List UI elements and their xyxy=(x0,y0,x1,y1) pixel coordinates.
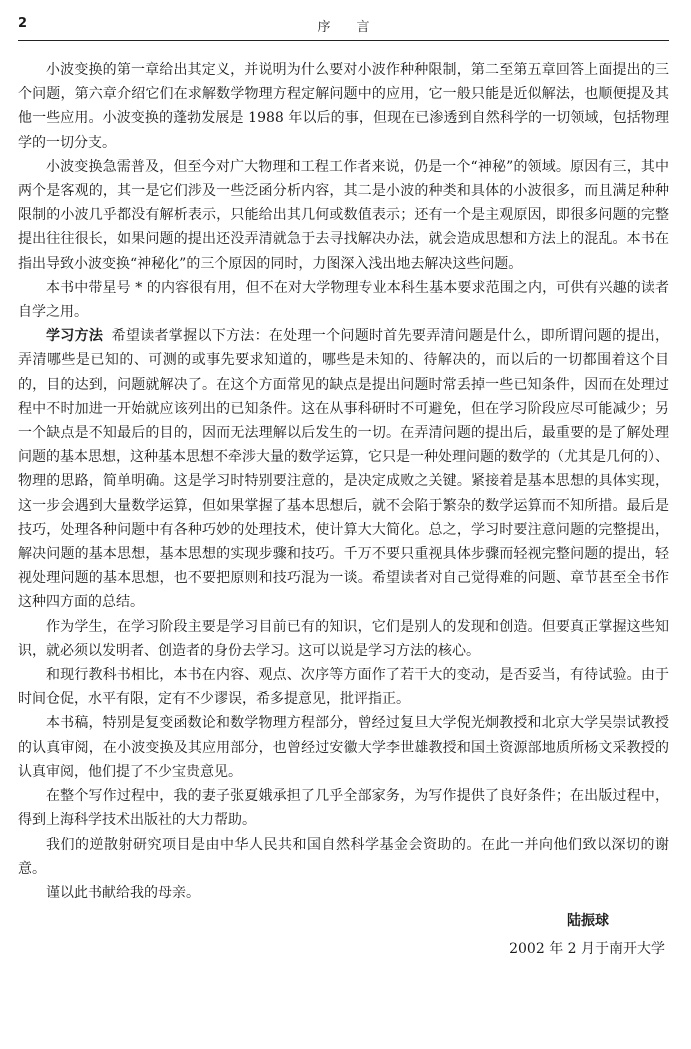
running-title: 序言 xyxy=(317,20,396,35)
signature-date: 2002 年 2 月于南开大学 xyxy=(509,941,665,958)
author-signature: 陆振球 xyxy=(567,913,609,930)
paragraph: 在整个写作过程中，我的妻子张夏娥承担了几乎全部家务，为写作提供了良好条件；在出版过程中，得到上海科学技术出版社的大力帮助。 xyxy=(18,788,669,829)
paragraph: 作为学生，在学习阶段主要是学习目前已有的知识，它们是别人的发现和创造。但要真正掌握这些知识，就必须以发明者、创造者的身份去学习。这可以说是学习方法的核心。 xyxy=(18,618,669,659)
paragraph: 本书稿，特别是复变函数论和数学物理方程部分，曾经过复旦大学倪光炯教授和北京大学吴崇试教授的认真审阅，在小波变换及其应用部分，也曾经过安徽大学李世雄教授和国土资源部地质所杨文采教授的认真审阅，他们提了不少宝贵意见。 xyxy=(18,715,669,780)
paragraph: 我们的逆散射研究项目是由中华人民共和国自然科学基金会资助的。在此一并向他们致以深切的谢意。 xyxy=(18,836,669,877)
paragraph-learning-method: 学习方法 希望读者掌握以下方法：在处理一个问题时首先要弄清问题是什么，即所谓问题的提出，弄清哪些是已知的、可测的或事先要求知道的，哪些是未知的、待解决的，而以后的一切都围着这个目的，目的达到，问题就解决了。在这个方面常见的缺点是提出问题时常丢掉一些已知条件，因而在处理过程中不时加进一开始就应该列出的已知条件。这在从事科研时不可避免，但在学习阶段应尽可能减少；另一个缺点是不知最后的目的，因而无法理解以后发生的一切。在弄清问题的提出后，最重要的是了解处理问题的基本思想，这种基本思想不牵涉大量的数学运算，它只是一种处理问题的数学的（尤其是几何的）、物理的思路，简单明确。这是学习时特别要注意的，是决定成败之关键。紧接着是基本思想的具体实现，这一步会遇到大量数学运算，但如果掌握了基本思想后，就不会陷于繁杂的数学运算而不知所措。最后是技巧，处理各种问题中有各种巧妙的处理技术，使计算大大简化。总之，学习时要注意问题的完整提出，解决问题的基本思想，基本思想的实现步骤和技巧。千万不要只重视具体步骤而轻视完整问题的提出，轻视处理问题的基本思想，也不要把原则和技巧混为一谈。希望读者对自己觉得难的问题、章节甚至全书作这种四方面的总结。 xyxy=(18,328,669,611)
section-keyword: 学习方法 xyxy=(46,328,104,345)
page-number: 2 xyxy=(18,16,28,31)
paragraph: 小波变换的第一章给出其定义，并说明为什么要对小波作种种限制，第二至第五章回答上面提出的三个问题，第六章介绍它们在求解数学物理方程定解问题中的应用，它一般只能是近似解法，也顺便提及其他一些应用。小波变换的蓬勃发展是 1988 年以后的事，但现在已渗透到自然科学的一切领域，包括物理学的一切分支。 xyxy=(18,62,669,151)
paragraph: 谨以此书献给我的母亲。 xyxy=(46,884,200,901)
paragraph: 小波变换急需普及，但至今对广大物理和工程工作者来说，仍是一个“神秘”的领域。原因有三，其中两个是客观的，其一是它们涉及一些泛函分析内容，其二是小波的种类和具体的小波很多，而且满足种种限制的小波几乎都没有解析表示，只能给出其几何或数值表示；还有一个是主观原因，即很多问题的完整提出往往很长，如果问题的提出还没弄清就急于去寻找解决办法，就会造成思想和方法上的混乱。本书在指出导致小波变换“神秘化”的三个原因的同时，力图深入浅出地去解决这些问题。 xyxy=(18,158,669,272)
running-header xyxy=(18,14,669,41)
paragraph: 本书中带星号 * 的内容很有用，但不在对大学物理专业本科生基本要求范围之内，可供有兴趣的读者自学之用。 xyxy=(18,279,669,321)
preface-body xyxy=(18,58,669,962)
paragraph: 和现行教科书相比，本书在内容、观点、次序等方面作了若干大的变动，是否妥当，有待试验。由于时间仓促，水平有限，定有不少谬误，希多提意见，批评指正。 xyxy=(18,667,669,708)
